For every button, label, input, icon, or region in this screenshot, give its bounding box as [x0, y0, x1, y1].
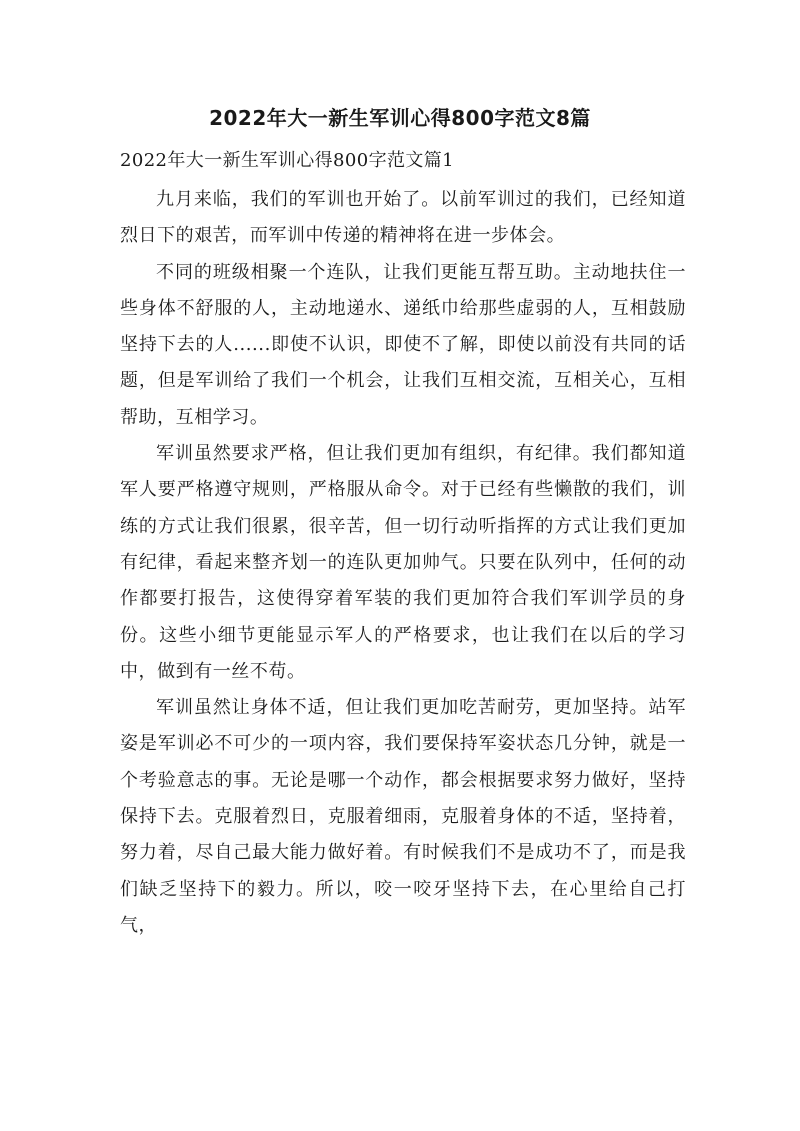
- paragraph: 不同的班级相聚一个连队，让我们更能互帮互助。主动地扶住一些身体不舒服的人，主动地递水、递纸巾给那些虚弱的人，互相鼓励坚持下去的人......即使不认识，即使不了解，即使以前没有共同的话题，但是军训给了我们一个机会，让我们互相交流，互相关心，互相帮助，互相学习。: [120, 261, 686, 428]
- paragraph: 九月来临，我们的军训也开始了。以前军训过的我们，已经知道烈日下的艰苦，而军训中传递的精神将在进一步体会。: [120, 189, 686, 247]
- paragraph: 军训虽然要求严格，但让我们更加有组织，有纪律。我们都知道军人要严格遵守规则，严格服从命令。对于已经有些懒散的我们，训练的方式让我们很累，很辛苦，但一切行动听指挥的方式让我们更加有纪律，看起来整齐划一的连队更加帅气。只要在队列中，任何的动作都要打报告，这使得穿着军装的我们更加符合我们军训学员的身份。这些小细节更能显示军人的严格要求，也让我们在以后的学习中，做到有一丝不苟。: [120, 443, 686, 682]
- page-title: 2022年大一新生军训心得800字范文8篇: [209, 106, 591, 130]
- section-heading: 2022年大一新生军训心得800字范文篇1: [120, 150, 455, 171]
- body-text: [120, 182, 686, 944]
- paragraph: 军训虽然让身体不适，但让我们更加吃苦耐劳，更加坚持。站军姿是军训必不可少的一项内容，我们要保持军姿状态几分钟，就是一个考验意志的事。无论是哪一个动作，都会根据要求努力做好，坚持保持下去。克服着烈日，克服着细雨，克服着身体的不适，坚持着，努力着，尽自己最大能力做好着。有时候我们不是成功不了，而是我们缺乏坚持下的毅力。所以，咬一咬牙坚持下去，在心里给自己打气，: [120, 697, 686, 936]
